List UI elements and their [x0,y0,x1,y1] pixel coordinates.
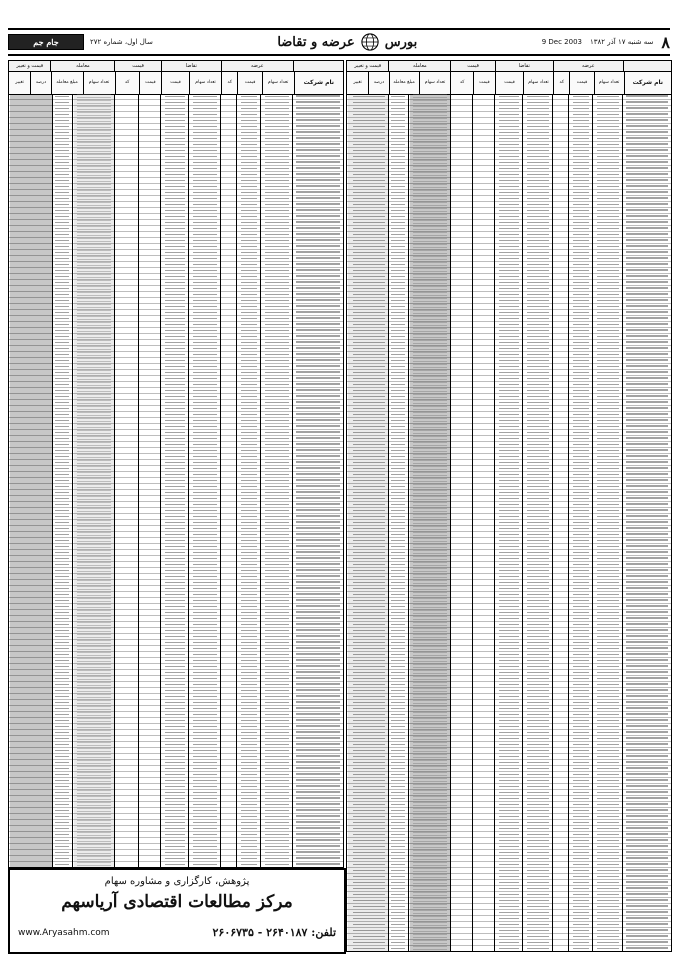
col-code-2: کد [450,72,472,94]
ad-phone: تلفن: ۲۶۴۰۱۸۷ - ۲۶۰۶۷۳۵ [212,926,336,939]
group-demand: عرضه [553,61,623,71]
group-price-change-left: قیمت و تغییر [16,63,44,69]
group-price: قیمت [450,61,494,71]
col-company: نام شرکت [624,72,671,94]
col-price-2: قیمت [495,72,523,94]
group-trades: معامله [388,61,450,71]
newspaper-logo: جام جم [8,34,84,50]
group-col-company [623,61,671,71]
header-section [277,33,417,51]
market-table-left [8,60,344,868]
header-right [542,33,670,52]
ad-website-link[interactable]: www.Aryasahm.com [18,928,110,938]
company-names-column [626,94,668,951]
group-header-row-left [9,61,343,72]
col-percent: درصد [368,72,388,94]
date-gregorian: 9 Dec 2003 [541,38,582,46]
col-code-left: کد [221,72,237,94]
shaded-column-left [10,94,52,867]
col-count-2: تعداد سهام [523,72,553,94]
section-title: بورس [384,34,418,50]
col-code-left-2: کد [115,72,139,94]
col-price: قیمت [569,72,593,94]
group-header-row [347,61,671,72]
aryasahm-advertisement [8,868,346,954]
col-value: مبلغ معامله [389,72,419,94]
ad-company-name: مرکز مطالعات اقتصادی آریاسهم [61,892,293,912]
table-body [347,94,671,951]
col-count-left: تعداد سهام [262,72,294,94]
market-table-right [346,60,672,952]
section-subtitle: عرضه و تقاضا [277,34,355,50]
col-price-left-3: قیمت [139,72,161,94]
group-supply-left: تقاضا [161,61,221,71]
group-col-company-left [293,61,343,71]
col-count: تعداد سهام [594,72,624,94]
header-left [8,34,153,50]
col-price-3: قیمت [473,72,495,94]
col-value-left: مبلغ معامله [51,72,83,94]
col-change-left: تغییر [15,79,24,85]
date-persian: سه شنبه ۱۷ آذر ۱۳۸۲ [590,38,654,46]
issue-text: سال اول، شماره ۲۷۲ [90,38,153,46]
company-names-column-left [296,94,340,867]
col-price-left: قیمت [237,72,261,94]
group-demand-left: عرضه [221,61,293,71]
page-header [8,28,670,56]
table-body-left [9,94,343,867]
ad-tagline: پژوهش، کارگزاری و مشاوره سهام [104,876,250,887]
group-supply: تقاضا [495,61,553,71]
col-volume: تعداد سهام [419,72,451,94]
globe-icon [361,33,379,51]
col-change: تغییر [353,79,362,85]
page-number: ۸ [661,32,670,52]
group-trades-left: معامله [50,61,114,71]
group-price-change: قیمت و تغییر [354,63,382,69]
col-company-left: نام شرکت [294,72,343,94]
col-price-left-2: قیمت [161,72,189,94]
col-code: کد [553,72,569,94]
col-percent-left: درصد [30,72,50,94]
col-count-left-2: تعداد سهام [189,72,221,94]
column-header-row [347,72,671,95]
column-header-row-left [9,72,343,95]
col-volume-left: تعداد سهام [83,72,115,94]
group-price-left: قیمت [114,61,160,71]
